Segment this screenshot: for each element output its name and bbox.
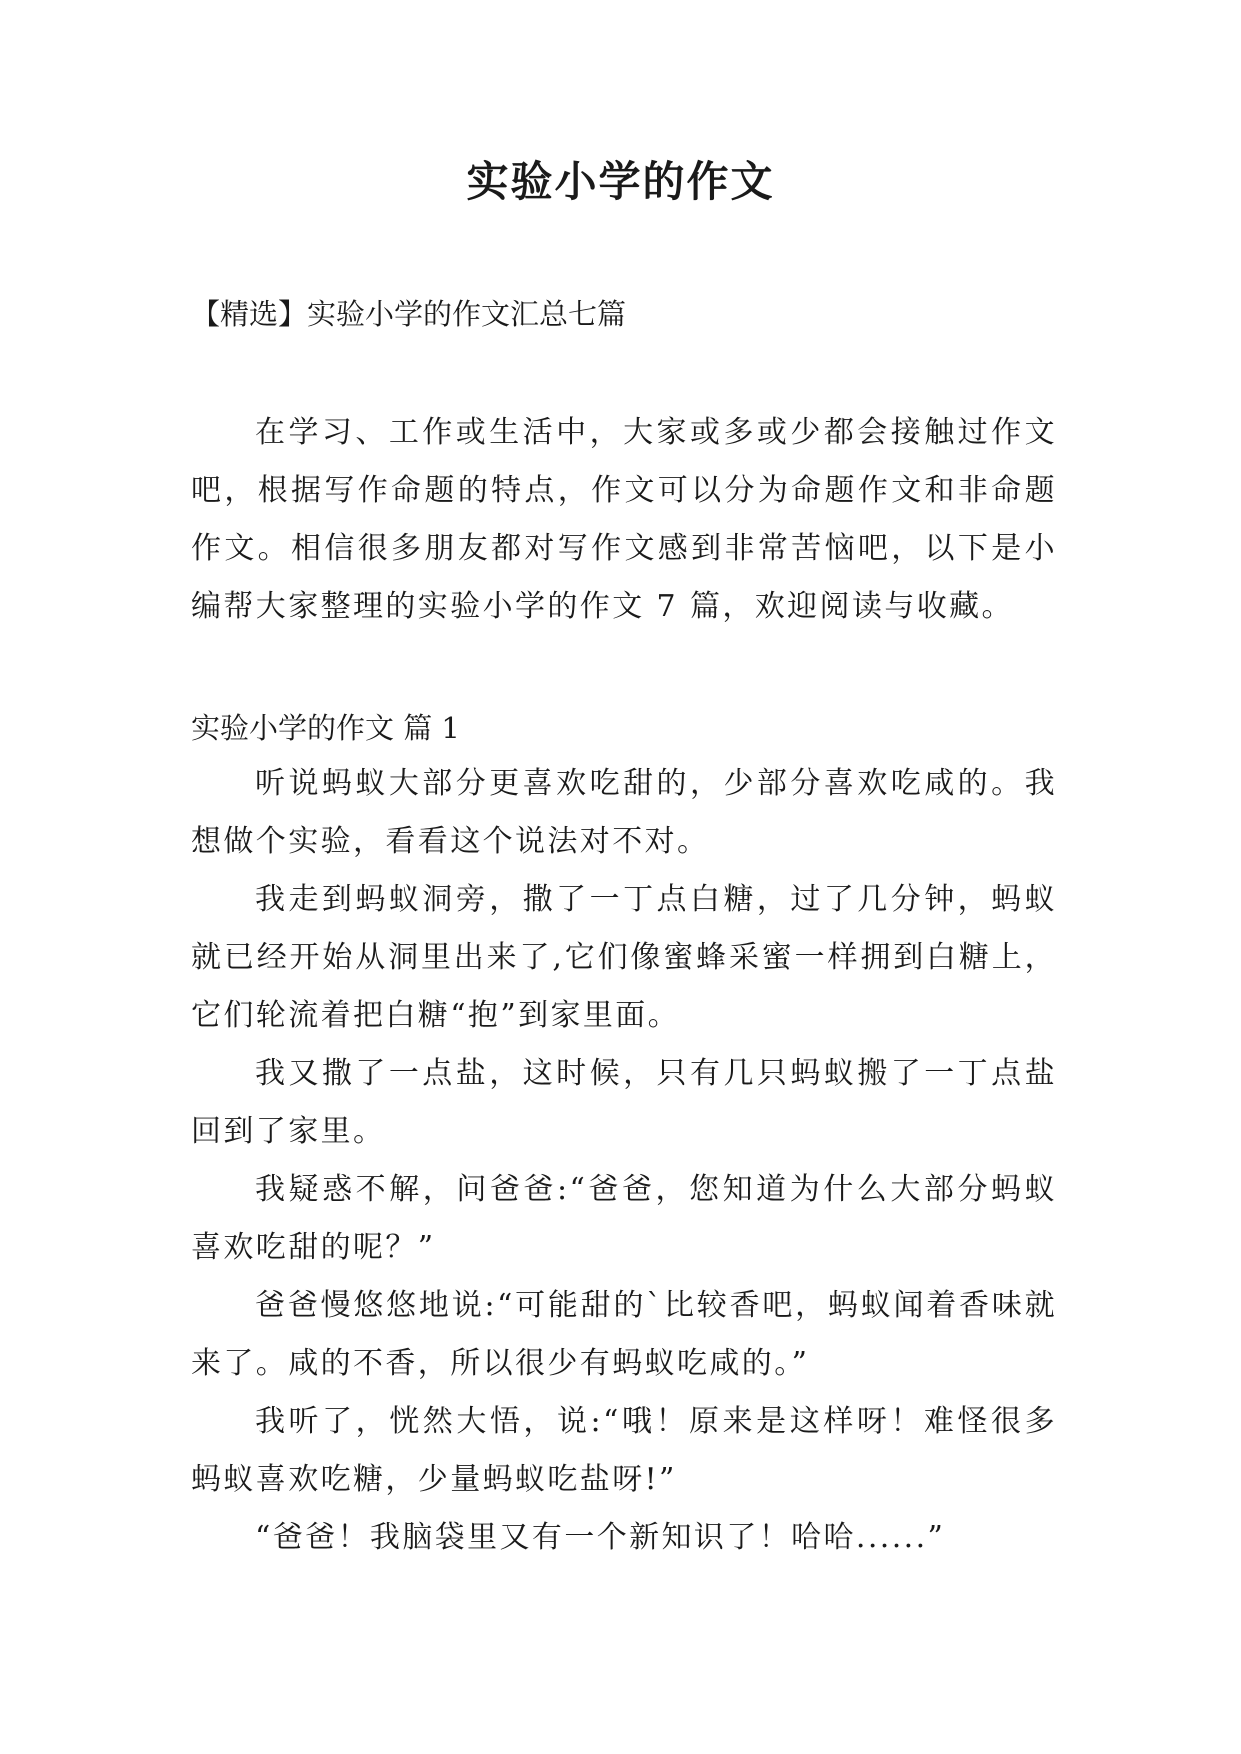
- essay-paragraph: 我又撒了一点盐，这时候，只有几只蚂蚁搬了一丁点盐回到了家里。: [191, 1056, 1057, 1149]
- essay-paragraph: 我听了，恍然大悟，说:“哦！原来是这样呀！难怪很多蚂蚁喜欢吃糖，少量蚂蚁吃盐呀!”: [191, 1404, 1057, 1497]
- essay-paragraph: 我疑惑不解，问爸爸:“爸爸，您知道为什么大部分蚂蚁喜欢吃甜的呢？”: [191, 1172, 1057, 1265]
- essay-paragraph: 爸爸慢悠悠地说:“可能甜的`比较香吧，蚂蚁闻着香味就来了。咸的不香，所以很少有蚂蚁吃咸的。”: [191, 1288, 1057, 1381]
- essay-paragraph: 我走到蚂蚁洞旁，撒了一丁点白糖，过了几分钟，蚂蚁就已经开始从洞里出来了,它们像蜜蜂采蜜一样拥到白糖上，它们轮流着把白糖“抱”到家里面。: [191, 882, 1057, 1033]
- essay-body: [191, 755, 1057, 1567]
- section-heading: 实验小学的作文 篇 1: [191, 711, 460, 745]
- document-title: 实验小学的作文: [466, 157, 775, 206]
- essay-paragraph: “爸爸！我脑袋里又有一个新知识了！哈哈......”: [255, 1520, 946, 1555]
- intro-paragraph: 在学习、工作或生活中，大家或多或少都会接触过作文吧，根据写作命题的特点，作文可以分为命题作文和非命题作文。相信很多朋友都对写作文感到非常苦恼吧，以下是小编帮大家整理的实验小学的作文 7 篇，欢迎阅读与收藏。: [191, 415, 1057, 624]
- essay-paragraph: 听说蚂蚁大部分更喜欢吃甜的，少部分喜欢吃咸的。我想做个实验，看看这个说法对不对。: [191, 766, 1057, 859]
- document-subtitle: 【精选】实验小学的作文汇总七篇: [191, 297, 627, 331]
